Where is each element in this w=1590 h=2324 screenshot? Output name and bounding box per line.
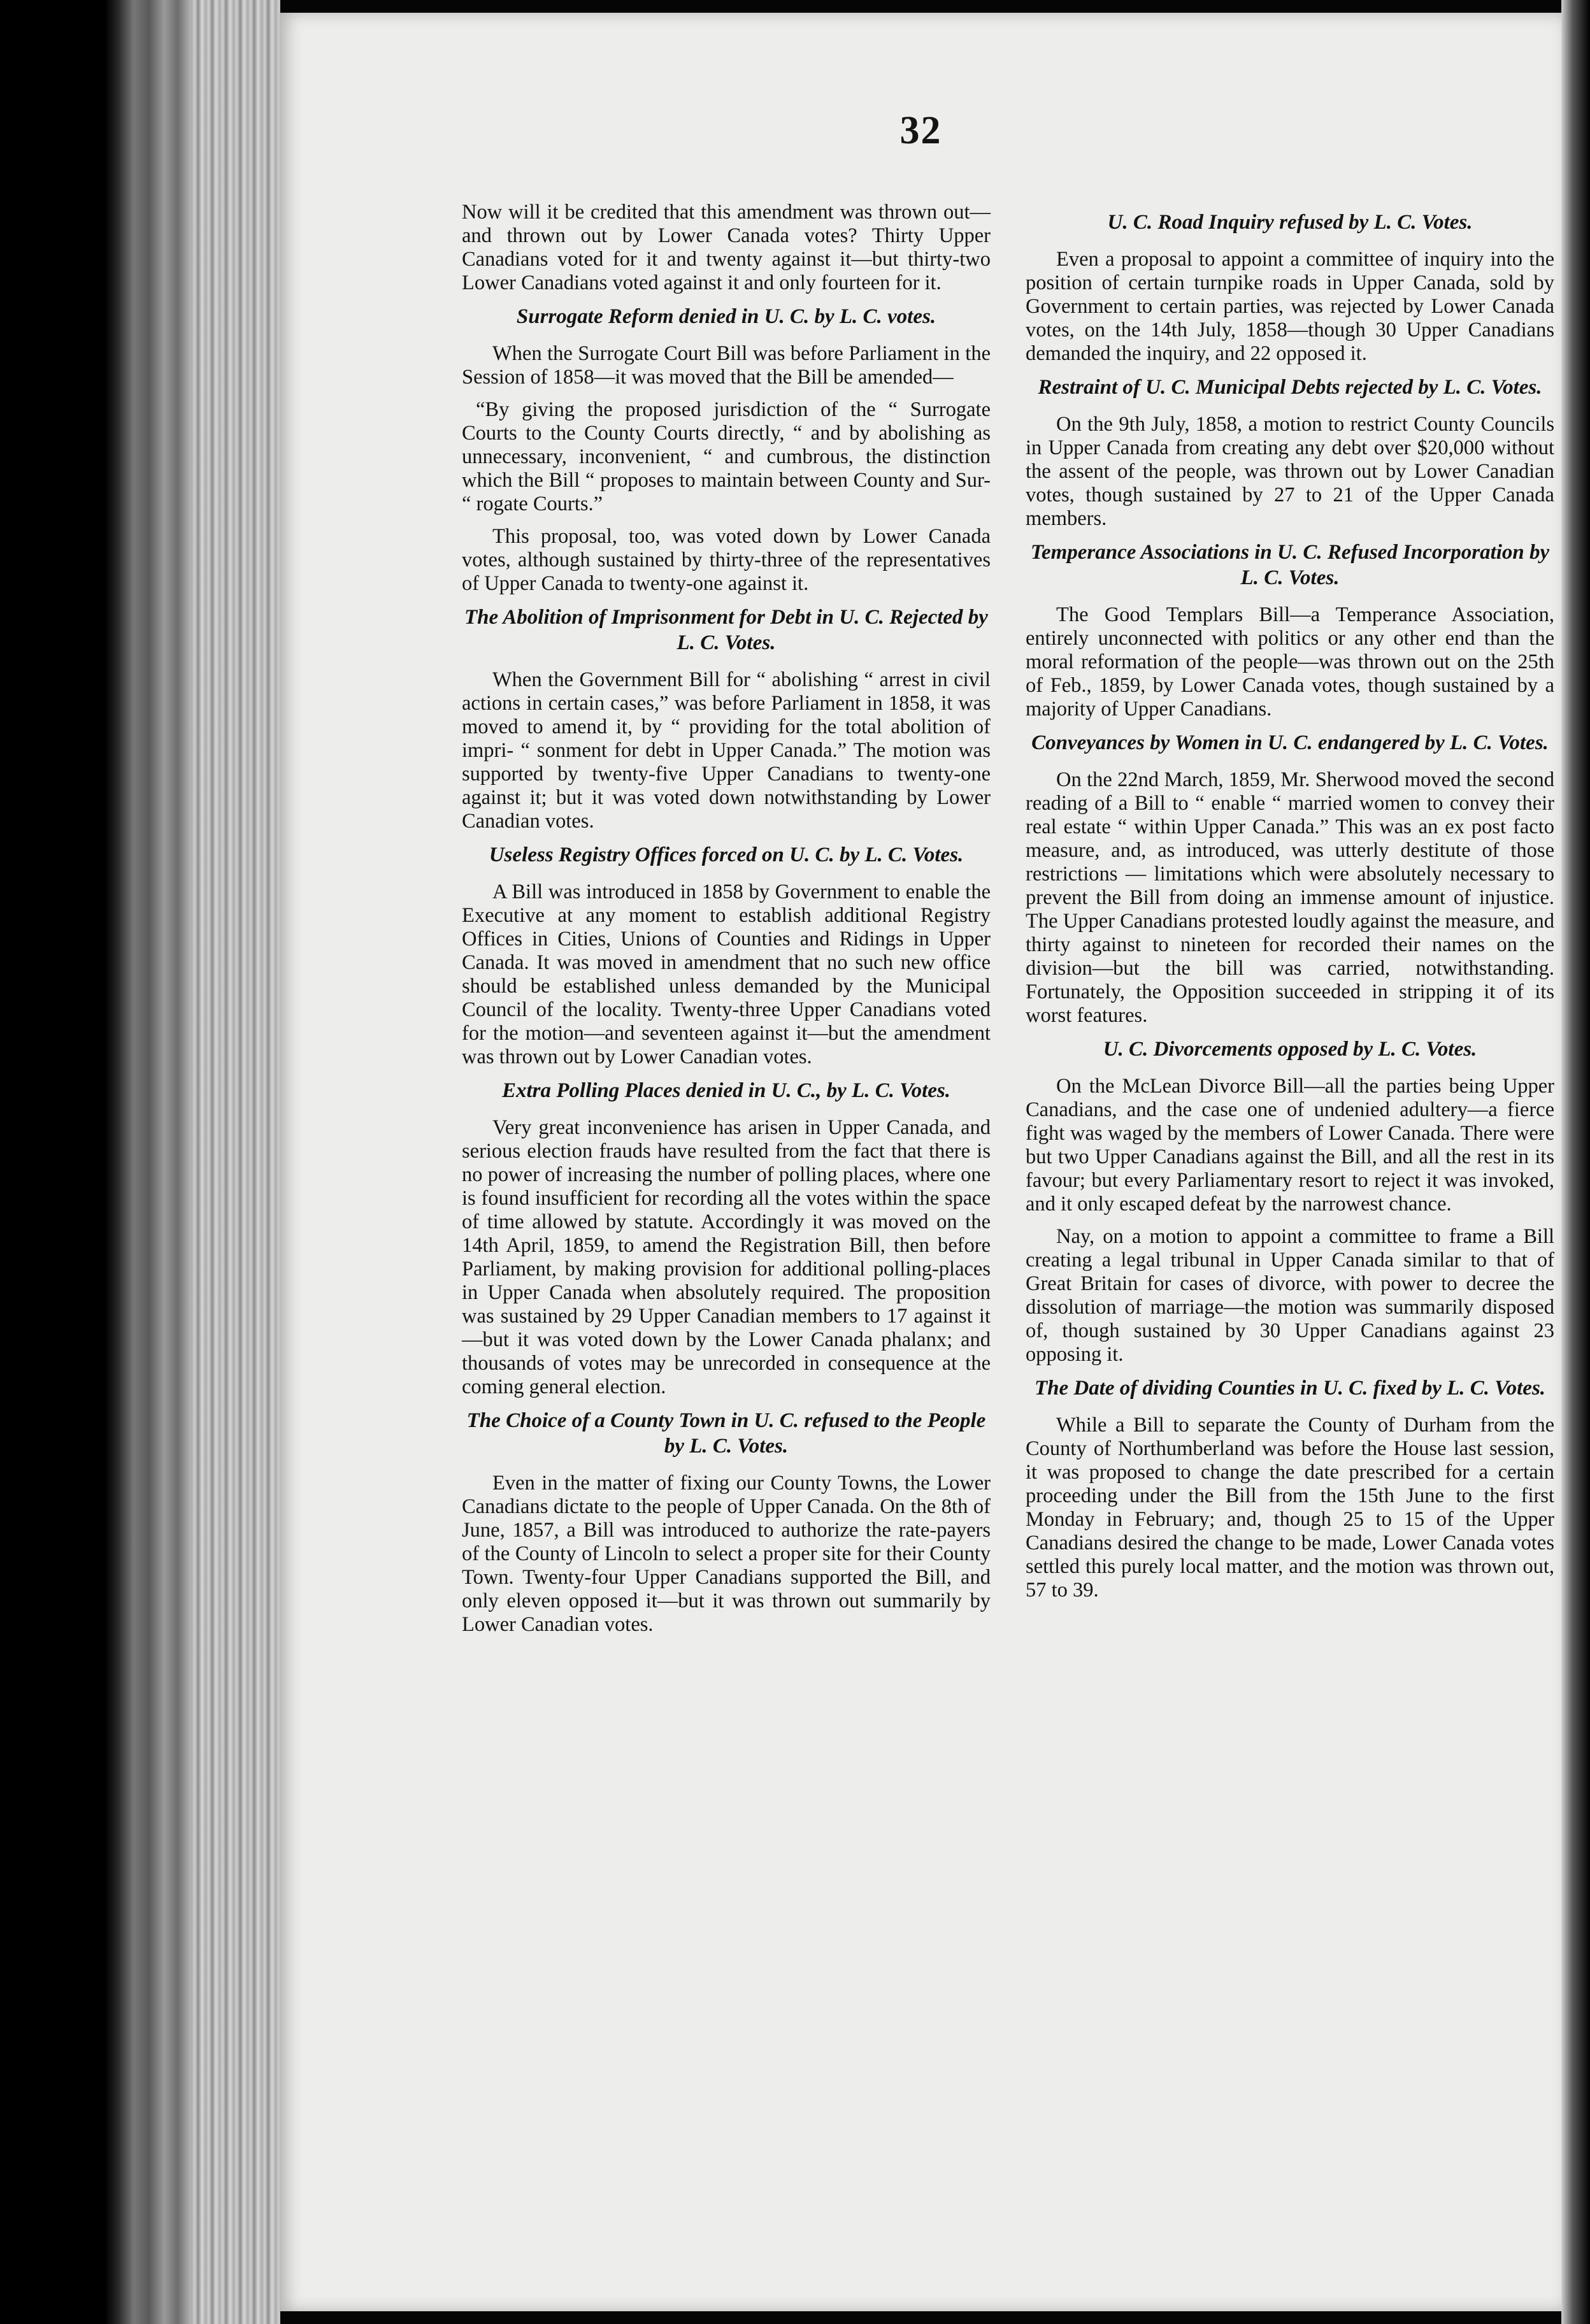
paragraph: “By giving the proposed jurisdiction of the “ Surrogate Courts to the County Courts directly, “ and by abolishing as unnecessary, inconvenient, “ and cumbrous, the distinction which the Bill “ proposes to maintain between County and Sur- “ rogate Courts.” <box>462 398 991 515</box>
section-heading: Conveyances by Women in U. C. endangered by L. C. Votes. <box>1031 731 1549 754</box>
paragraph: Nay, on a motion to appoint a committee to frame a Bill creating a legal tribunal in Upper Canada similar to that of Great Britain for cases of divorce, with power to decree the dissolution of marriage—the motion was summarily disposed of, though sustained by 30 Upper Canadians against 23 opposing it. <box>1026 1225 1554 1366</box>
scan-right-edge <box>1561 0 1590 2324</box>
section-heading: Useless Registry Offices forced on U. C. by L. C. Votes. <box>489 843 964 866</box>
section-heading: The Date of dividing Counties in U. C. fixed by L. C. Votes. <box>1034 1377 1546 1400</box>
page-number: 32 <box>899 109 942 152</box>
section-heading: The Choice of a County Town in U. C. refused to the People by L. C. Votes. <box>466 1409 986 1458</box>
paragraph: The Good Templars Bill—a Temperance Association, entirely unconnected with politics or any other end than the moral reformation of the people—was thrown out on the 25th of Feb., 1859, by Lower Canada votes, though sustained by a majority of Upper Canadians. <box>1026 603 1554 721</box>
section-heading: The Abolition of Imprisonment for Debt in U. C. Rejected by L. C. Votes. <box>464 606 988 654</box>
document-page <box>280 13 1561 2311</box>
paragraph: When the Government Bill for “ abolishing “ arrest in civil actions in certain cases,” was before Parliament in 1858, it was moved to amend it, by “ providing for the total abolition of impri- “ sonment for debt in Upper Canada.” The motion was supported by twenty-five Upper Canadians to twenty-one against it; but it was voted down notwithstanding by Lower Canadian votes. <box>462 668 991 833</box>
paragraph: Now will it be credited that this amendment was thrown out—and thrown out by Lower Canada votes? Thirty Upper Canadians voted for it and twenty against it—but thirty-two Lower Canadians voted against it and only fourteen for it. <box>462 201 991 294</box>
paragraph: On the 9th July, 1858, a motion to restrict County Councils in Upper Canada from creating any debt over $20,000 without the assent of the people, was thrown out by Lower Canadian votes, though sustained by 27 to 21 of the Upper Canada members. <box>1026 413 1554 530</box>
paragraph: On the McLean Divorce Bill—all the parties being Upper Canadians, and the case one of undenied adultery—a fierce fight was waged by the members of Lower Canada. There were but two Upper Canadians against the Bill, and all the rest in its favour; but every Parliamentary resort to reject it was invoked, and it only escaped defeat by the narrowest chance. <box>1026 1075 1554 1216</box>
section-heading: Restraint of U. C. Municipal Debts rejected by L. C. Votes. <box>1038 376 1542 399</box>
paragraph: Very great inconvenience has arisen in Upper Canada, and serious election frauds have resulted from the fact that there is no power of increasing the number of polling places, where one is found insufficient for recording all the votes within the space of time allowed by statute. Accordingly it was moved on the 14th April, 1859, to amend the Registration Bill, then before Parliament, by making provision for additional polling-places in Upper Canada when absolutely required. The proposition was sustained by 29 Upper Canadian members to 17 against it—but it was voted down by the Lower Canada phalanx; and thousands of votes may be unrecorded in consequence at the coming general election. <box>462 1116 991 1398</box>
paragraph: Even in the matter of fixing our County Towns, the Lower Canadians dictate to the people of Upper Canada. On the 8th of June, 1857, a Bill was introduced to authorize the rate-payers of the County of Lincoln to select a proper site for their County Town. Twenty-four Upper Canadians supported the Bill, and only eleven opposed it—but it was thrown out summarily by Lower Canadian votes. <box>462 1472 991 1636</box>
right-column <box>1026 201 1554 1611</box>
scan-binding-shadow <box>0 0 191 2324</box>
section-heading: Surrogate Reform denied in U. C. by L. C. votes. <box>516 305 936 328</box>
section-heading: Temperance Associations in U. C. Refused Incorporation by L. C. Votes. <box>1030 541 1550 589</box>
left-column <box>462 201 991 1646</box>
section-heading: U. C. Road Inquiry refused by L. C. Votes. <box>1107 211 1473 234</box>
paragraph: On the 22nd March, 1859, Mr. Sherwood moved the second reading of a Bill to “ enable “ married women to convey their real estate “ within Upper Canada.” This was an ex post facto measure, and, as introduced, was utterly destitute of those restrictions — limitations which were absolutely necessary to prevent the Bill from doing an immense amount of injustice. The Upper Canadians protested loudly against the measure, and thirty against to nineteen for recorded their names on the division—but the bill was carried, notwithstanding. Fortunately, the Opposition succeeded in stripping it of its worst features. <box>1026 768 1554 1027</box>
paragraph: A Bill was introduced in 1858 by Government to enable the Executive at any moment to establish additional Registry Offices in Cities, Unions of Counties and Ridings in Upper Canada. It was moved in amendment that no such new office should be established unless demanded by the Municipal Council of the locality. Twenty-three Upper Canadians voted for the motion—and seventeen against it—but the amendment was thrown out by Lower Canadian votes. <box>462 880 991 1068</box>
page-edges <box>191 0 280 2324</box>
paragraph: When the Surrogate Court Bill was before Parliament in the Session of 1858—it was moved that the Bill be amended— <box>462 342 991 389</box>
paragraph: While a Bill to separate the County of Durham from the County of Northumberland was before the House last session, it was proposed to change the date prescribed for a certain proceeding under the Bill from the 15th June to the first Monday in February; and, though 25 to 15 of the Upper Canadians desired the change to be made, Lower Canada votes settled this purely local matter, and the motion was thrown out, 57 to 39. <box>1026 1414 1554 1602</box>
paragraph: Even a proposal to appoint a committee of inquiry into the position of certain turnpike roads in Upper Canada, sold by Government to certain parties, was rejected by Lower Canada votes, on the 14th July, 1858—though 30 Upper Canadians demanded the inquiry, and 22 opposed it. <box>1026 248 1554 365</box>
section-heading: Extra Polling Places denied in U. C., by L. C. Votes. <box>501 1079 950 1102</box>
section-heading: U. C. Divorcements opposed by L. C. Votes. <box>1103 1038 1477 1061</box>
paragraph: This proposal, too, was voted down by Lower Canada votes, although sustained by thirty-three of the representatives of Upper Canada to twenty-one against it. <box>462 525 991 595</box>
